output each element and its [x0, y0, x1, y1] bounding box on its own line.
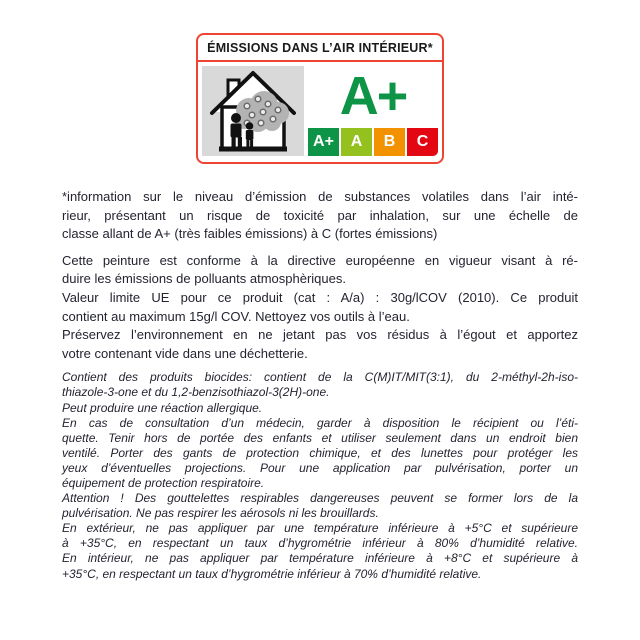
- text-line: contient au maximum 15g/l COV. Nettoyez vos outils à l’eau.: [62, 308, 410, 324]
- text-line: +35°C, en respectant un taux d’hygrométrie inférieur à 70% d’humidité relative.: [62, 566, 482, 581]
- text-line: En extérieur, ne pas appliquer par une température inférieure à +5°C et supérieure: [62, 521, 578, 536]
- badge-body: [198, 62, 442, 160]
- label-text-block: [62, 188, 578, 582]
- text-line: classe allant de A+ (très faibles émissions) à C (fortes émissions): [62, 226, 438, 242]
- text-line: Contient des produits biocides: contient de la C(M)IT/MIT(3:1), du 2-méthyl-2h-iso-: [62, 370, 578, 385]
- emissions-air-interieur-badge: [196, 33, 444, 164]
- text-line: ventilé. Porter des gants de protection chimique, et des lunettes pour protéger les: [62, 445, 578, 460]
- text-line: *information sur le niveau d’émission de substances volatiles dans l’air inté-: [62, 189, 578, 204]
- text-line: Peut produire une réaction allergique.: [62, 400, 263, 415]
- rating-column: [308, 66, 438, 156]
- scale-cell-c: C: [407, 128, 438, 156]
- text-line: En intérieur, ne pas appliquer par température inférieure à +8°C et supérieure à: [62, 551, 578, 566]
- house-cloud-people-icon: [202, 66, 304, 156]
- text-line: yeux d’éventuelles projections. Pour une application par pulvérisation, porter un: [62, 460, 578, 475]
- text-line: duire les émissions de polluants atmosphèriques.: [62, 271, 346, 287]
- house-icon-svg: [202, 66, 304, 156]
- text-line: votre contenant vide dans une déchetterie.: [62, 345, 308, 361]
- text-line: Cette peinture est conforme à la directive européenne en vigueur visant à ré-: [62, 252, 578, 268]
- paragraph-safety-precautions: [62, 370, 578, 581]
- rating-scale: [308, 128, 438, 156]
- text-line: Valeur limite UE pour ce produit (cat : A/a) : 30g/lCOV (2010). Ce produit: [62, 289, 578, 305]
- text-line: rieur, présentant un risque de toxicité par inhalation, sur une échelle de: [62, 207, 578, 223]
- text-line: quette. Tenir hors de portée des enfants et utiliser seulement dans un endroit bien: [62, 430, 578, 445]
- scale-cell-b: B: [374, 128, 405, 156]
- text-line: pulvérisation. Ne pas respirer les aérosols ni les brouillards.: [62, 506, 379, 521]
- rating-value: A+: [339, 66, 407, 126]
- text-line: équipement de protection respiratoire.: [62, 476, 265, 490]
- badge-title: ÉMISSIONS DANS L’AIR INTÉRIEUR*: [198, 35, 442, 62]
- scale-cell-a: A: [341, 128, 372, 156]
- text-line: En cas de consultation d’un médecin, garder à disposition le récipient ou l’éti-: [62, 415, 578, 430]
- text-line: thiazole-3-one et du 1,2-benzisothiazol-3(2H)-one.: [62, 385, 330, 400]
- text-line: Préservez l’environnement en ne jetant pas vos résidus à l’égout et apportez: [62, 327, 578, 343]
- text-line: à +35°C, en respectant un taux d’hygrométrie inférieur à 80% d’humidité relative.: [62, 536, 578, 551]
- paragraph-emissions-footnote: [62, 188, 578, 244]
- text-line: Attention ! Des gouttelettes respirables dangereuses peuvent se former lors de la: [62, 491, 578, 506]
- paragraph-regulatory-info: [62, 252, 578, 364]
- scale-cell-a-plus: A+: [308, 128, 339, 156]
